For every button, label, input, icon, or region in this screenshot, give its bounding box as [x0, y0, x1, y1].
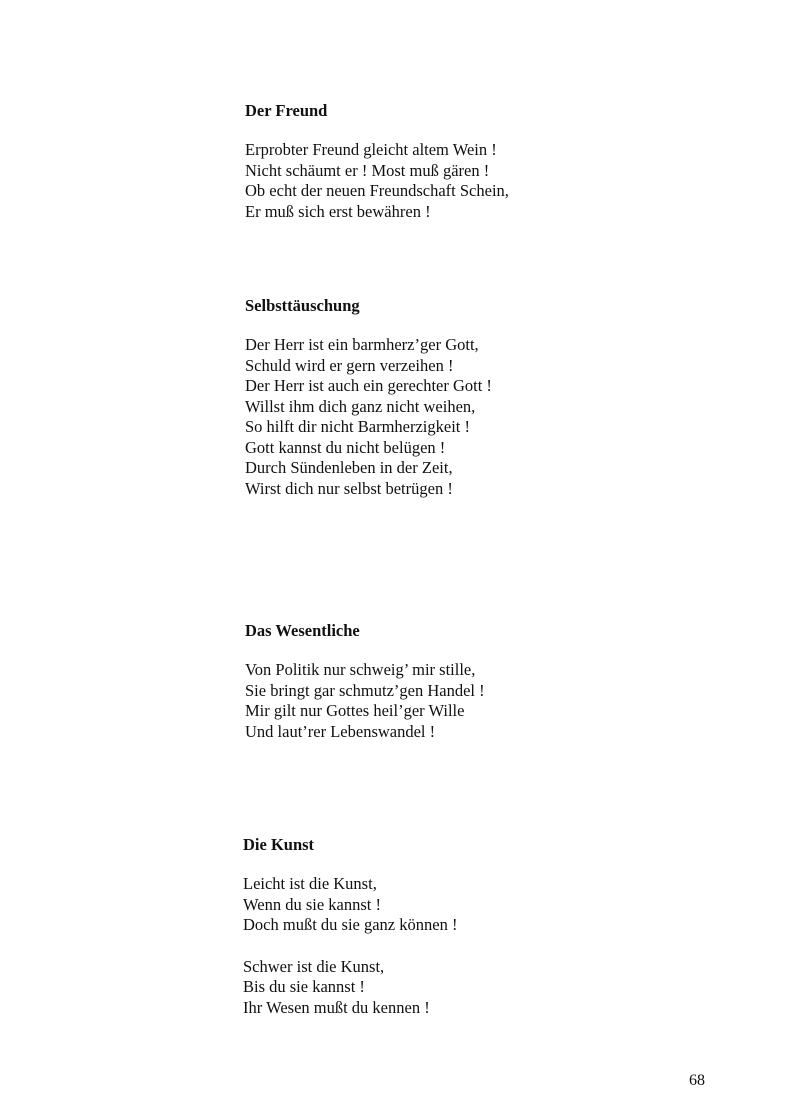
poem-der-freund [245, 101, 725, 222]
verse-line: Gott kannst du nicht belügen ! [245, 437, 446, 457]
verse-line: Schwer ist die Kunst, [243, 956, 385, 976]
poem-title: Selbsttäuschung [245, 296, 360, 315]
poem-title: Das Wesentliche [245, 621, 360, 640]
stanza [245, 140, 725, 222]
verse-line: So hilft dir nicht Barmherzigkeit ! [245, 417, 470, 436]
verse-line: Ob echt der neuen Freundschaft Schein, [245, 181, 509, 200]
verse-line: Wenn du sie kannst ! [243, 894, 381, 914]
verse-line: Nicht schäumt er ! Most muß gären ! [245, 160, 490, 180]
poem-das-wesentliche [245, 621, 725, 742]
verse-line: Durch Sündenleben in der Zeit, [245, 458, 453, 477]
stanza [245, 660, 725, 742]
verse-line: Der Herr ist auch ein gerechter Gott ! [245, 376, 492, 395]
verse-line: Wirst dich nur selbst betrügen ! [245, 478, 453, 498]
verse-line: Ihr Wesen mußt du kennen ! [243, 997, 430, 1017]
verse-line: Doch mußt du sie ganz können ! [243, 915, 458, 934]
verse-line: Er muß sich erst bewähren ! [245, 201, 431, 221]
verse-line: Mir gilt nur Gottes heil’ger Wille [245, 701, 465, 720]
poem-title: Der Freund [245, 101, 328, 120]
poem-title: Die Kunst [243, 835, 315, 854]
poem-selbsttaeuschung [245, 296, 725, 499]
verse-line: Schuld wird er gern verzeihen ! [245, 355, 454, 375]
stanza [243, 957, 723, 1019]
verse-line: Und laut’rer Lebenswandel ! [245, 721, 436, 741]
verse-line: Willst ihm dich ganz nicht weihen, [245, 396, 476, 416]
verse-line: Von Politik nur schweig’ mir stille, [245, 660, 476, 679]
verse-line: Leicht ist die Kunst, [243, 874, 377, 893]
verse-line: Bis du sie kannst ! [243, 977, 365, 996]
verse-line: Erprobter Freund gleicht altem Wein ! [245, 140, 497, 159]
stanza [245, 335, 725, 499]
verse-line: Der Herr ist ein barmherz’ger Gott, [245, 335, 479, 354]
poem-die-kunst [243, 835, 723, 1018]
stanza [243, 874, 723, 936]
page-number: 68 [689, 1072, 705, 1089]
verse-line: Sie bringt gar schmutz’gen Handel ! [245, 680, 485, 700]
